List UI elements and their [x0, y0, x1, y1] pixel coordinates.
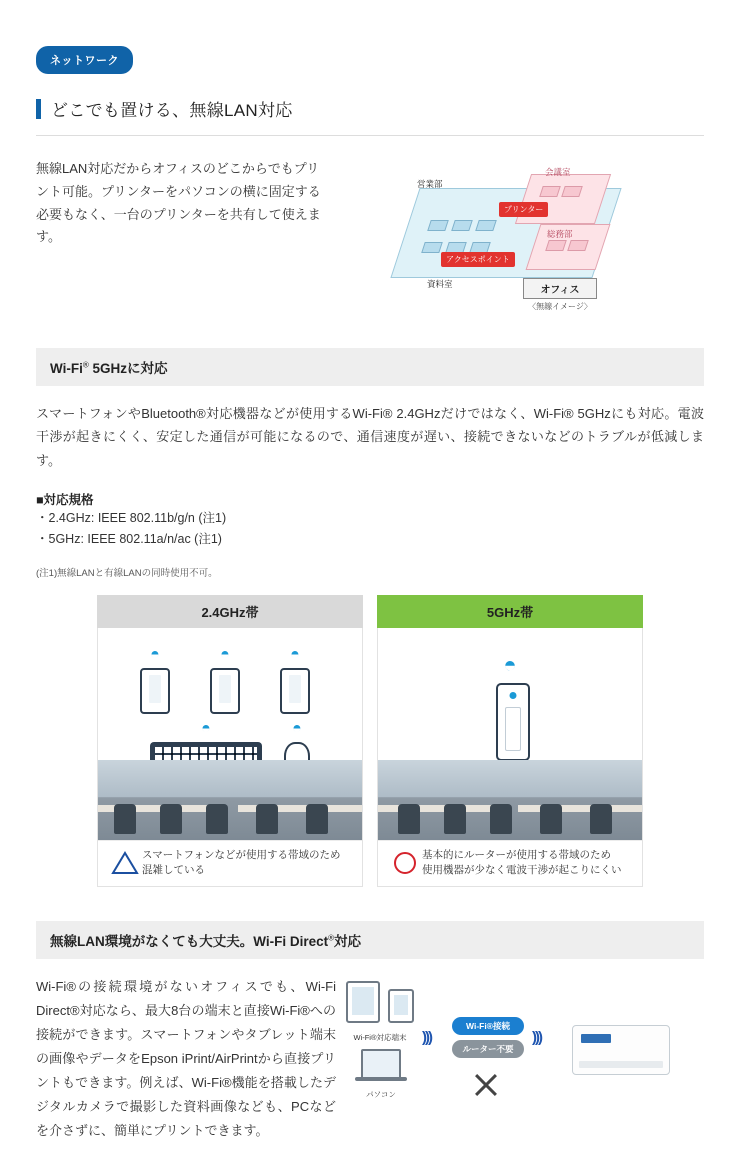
band-head-2-4ghz: 2.4GHz帯 [97, 595, 363, 628]
direct-head-prefix: 無線LAN環境がなくても大丈夫。Wi-Fi Direct [50, 933, 329, 949]
wifi-direct-body: Wi-Fi®の接続環境がないオフィスでも、Wi-Fi Direct®対応なら、最大8台の端末と直接Wi-Fi®への接続ができます。スマートフォンやタブレット端末の画像やデータをEpson iPrint/AirPrintから直接プリントもできます。例えば、Wi-Fi®機能を搭載したデジタルカメラで撮影した資料画像なども、PCなどを介さずに、簡単にプリントできます。 [36, 978, 336, 1138]
wifi-signal-icon: ◓ [290, 645, 300, 663]
desk-icon [421, 242, 443, 253]
office-figure [326, 158, 704, 311]
footnote: (注1)無線LANと有線LANの同時使用不可。 [36, 567, 218, 579]
spec-line-5: ・5GHz: IEEE 802.11a/n/ac (注1) [36, 532, 222, 547]
pill-no-router: ルーター不要 [452, 1040, 524, 1058]
smartphone-icon [388, 989, 414, 1023]
signal-arcs-left: ))) [422, 1028, 431, 1046]
phone-device [210, 646, 240, 719]
phone-device [280, 646, 310, 719]
desk-icon [451, 220, 473, 231]
spec-title: ■対応規格 [36, 493, 94, 508]
band-body-5ghz [377, 628, 643, 887]
band-body-2-4ghz [97, 628, 363, 887]
registered-mark: ® [328, 933, 335, 943]
wifi-signal-icon: ◓ [220, 645, 230, 663]
page-title [36, 96, 704, 136]
figure-label-devices: Wi-Fi®対応端末 [353, 1032, 407, 1042]
wifi-direct-figure [336, 975, 704, 1145]
office-caption [523, 278, 597, 312]
figure-label-pc: パソコン [366, 1089, 396, 1099]
band-foot-line1: 基本的にルーターが使用する帯域のため [422, 848, 611, 861]
band-foot-5ghz [378, 840, 642, 886]
office-caption-main: オフィス [523, 278, 597, 299]
warning-triangle-icon [108, 851, 142, 875]
wifi-signal-icon: ◓ [503, 651, 517, 677]
section-heading-wifi-direct [36, 921, 704, 959]
intro-section [36, 158, 704, 311]
connection-pills [452, 1017, 524, 1058]
no-router-mark [472, 1071, 500, 1099]
band-head-5ghz: 5GHz帯 [377, 595, 643, 628]
wifi5g-title-prefix: Wi-Fi [50, 361, 83, 376]
spec-line-24: ・2.4GHz: IEEE 802.11b/g/n (注1) [36, 511, 227, 526]
office-photo-2-4ghz [98, 760, 362, 840]
page-title-text: どこでも置ける、無線LAN対応 [51, 101, 293, 120]
wifi-signal-icon: ◓ [201, 719, 211, 737]
tablet-icon [346, 981, 380, 1023]
cross-icon [472, 1071, 500, 1099]
category-badge: ネットワーク [36, 46, 133, 74]
phone-device [140, 646, 170, 719]
accent-bar-icon [36, 99, 41, 119]
office-tag-printer: プリンター [499, 202, 548, 217]
band-comparison [36, 595, 704, 887]
band-foot-line2: 混雑している [142, 864, 205, 877]
band-card-5ghz [377, 595, 643, 887]
printer-illustration [572, 1025, 670, 1075]
band-foot-line1: スマートフォンなどが使用する帯域のため [142, 848, 341, 861]
desk-icon [561, 186, 583, 197]
office-photo-5ghz [378, 760, 642, 840]
direct-head-suffix: 対応 [334, 933, 362, 949]
band-card-2-4ghz [97, 595, 363, 887]
desk-icon [539, 186, 561, 197]
device-tablet-group [342, 981, 418, 1043]
band-foot-line2: 使用機器が少なく電波干渉が起こりにくい [422, 864, 622, 877]
office-label-archive: 資料室 [427, 279, 453, 289]
office-caption-sub: 〈無線イメージ〉 [528, 302, 592, 311]
band-foot-text-5ghz [422, 848, 622, 878]
wifi-direct-section [36, 975, 704, 1145]
office-illustration [395, 166, 635, 311]
router-device [490, 651, 530, 761]
band-foot-text-2-4ghz [142, 848, 340, 878]
desk-icon [567, 240, 589, 251]
section-heading-wifi5g [36, 348, 704, 386]
wifi5g-title-suffix: 5GHzに対応 [88, 361, 168, 376]
desk-icon [475, 220, 497, 231]
laptop-icon [355, 1049, 407, 1081]
wifi-signal-icon: ◓ [292, 719, 302, 737]
intro-text: 無線LAN対応だからオフィスのどこからでもプリント可能。プリンターをパソコンの横に固定する必要もなく、一台のプリンターを共有して使えます。 [36, 161, 321, 245]
good-circle-icon [388, 850, 422, 876]
office-tag-access-point: アクセスポイント [441, 252, 515, 267]
office-label-meeting: 会議室 [545, 167, 571, 177]
signal-arcs-right: ))) [532, 1028, 541, 1046]
office-label-general: 総務部 [547, 229, 573, 239]
desk-icon [427, 220, 449, 231]
pill-wifi-connect: Wi-Fi®接続 [452, 1017, 524, 1035]
device-pc-group [346, 1049, 416, 1100]
band-foot-2-4ghz [98, 840, 362, 886]
wifi-signal-icon: ◓ [150, 645, 160, 663]
registered-mark: ® [82, 360, 89, 370]
wifi5g-body: スマートフォンやBluetooth®対応機器などが使用するWi-Fi® 2.4GHzだけではなく、Wi-Fi® 5GHzにも対応。電波干渉が起きにくく、安定した通信が可能になるので、通信速度が遅い、接続できないなどのトラブルが低減します。 [36, 406, 704, 468]
office-label-sales: 営業部 [417, 179, 443, 189]
desk-icon [545, 240, 567, 251]
